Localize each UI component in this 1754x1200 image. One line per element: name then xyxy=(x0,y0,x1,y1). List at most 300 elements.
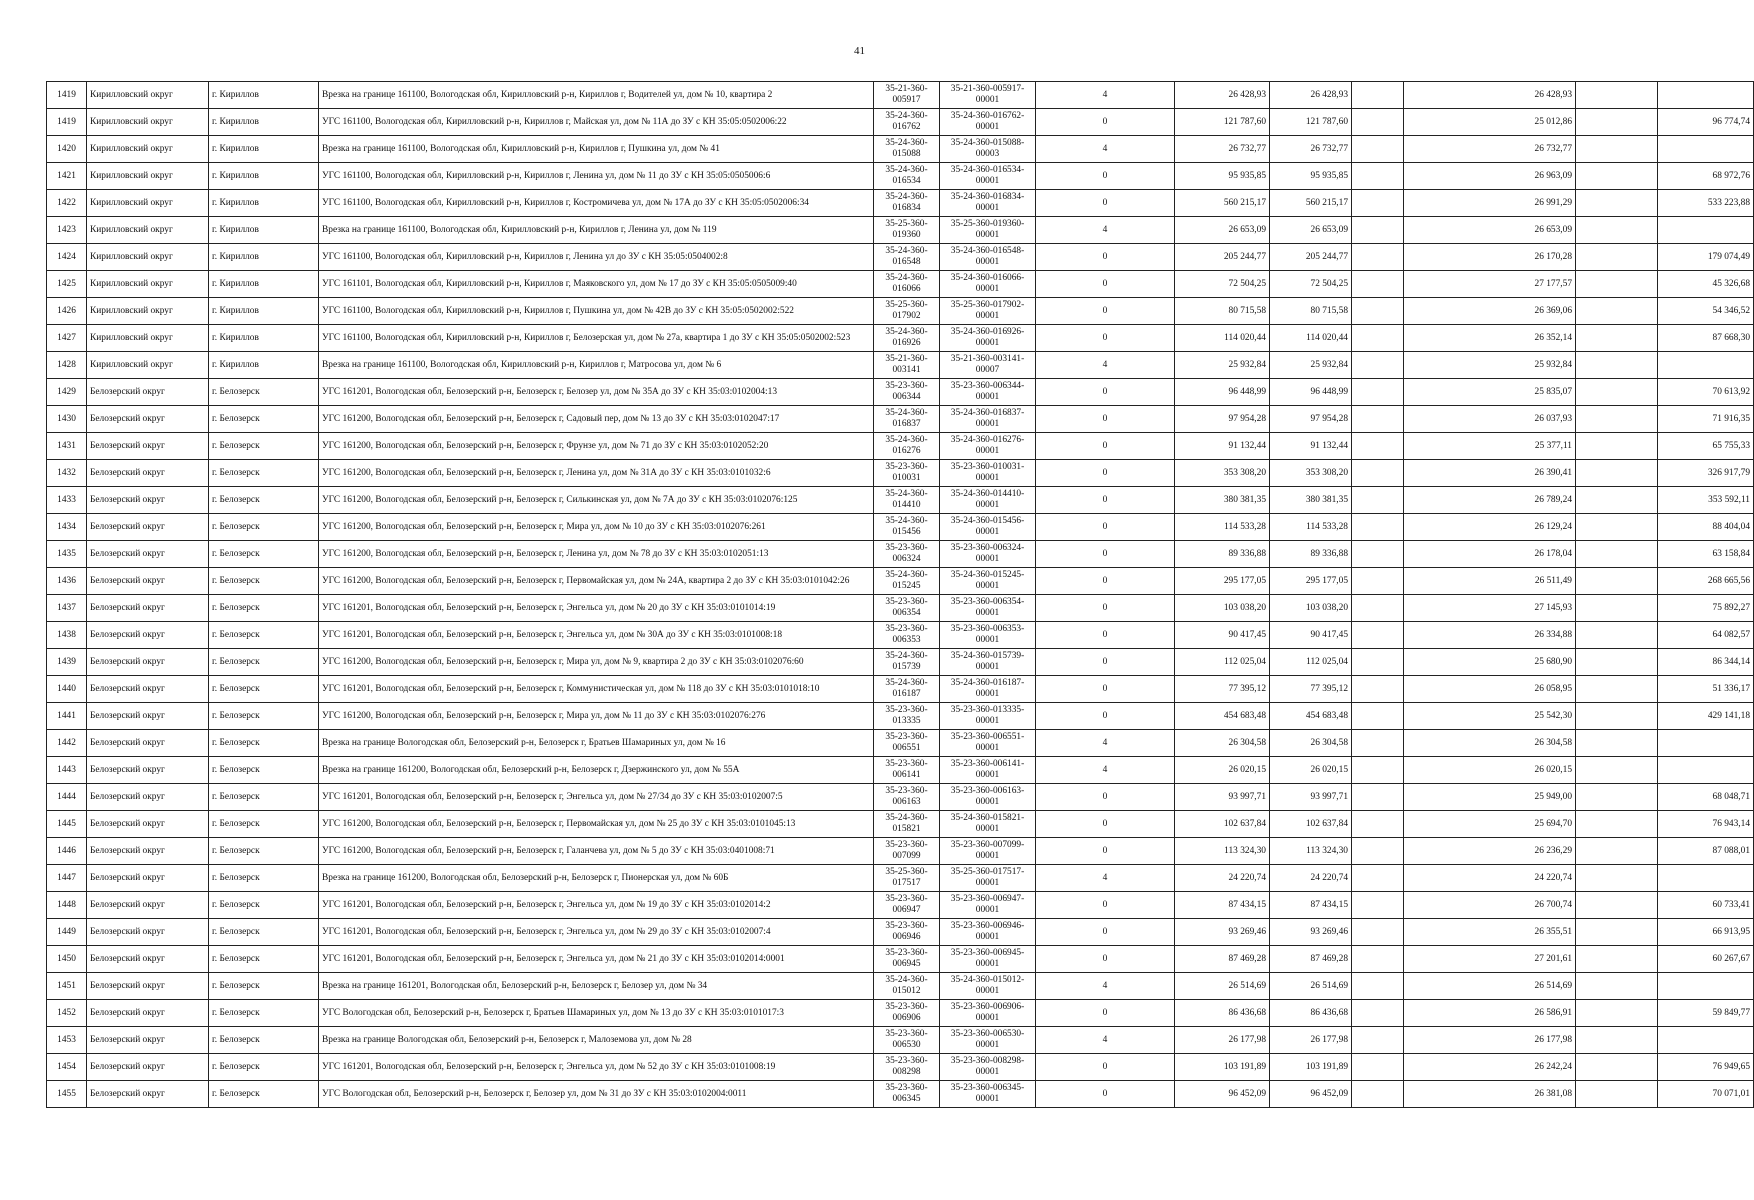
address-cell: Врезка на границе 161100, Вологодская обл, Кирилловский р-н, Кириллов г, Пушкина ул, дом № 41 xyxy=(319,136,874,163)
amount-cell-5 xyxy=(1576,730,1658,757)
amount-cell-6: 59 849,77 xyxy=(1658,1000,1754,1027)
amount-cell-1: 454 683,48 xyxy=(1175,703,1270,730)
amount-cell-4: 25 542,30 xyxy=(1404,703,1576,730)
address-cell: УГС 161201, Вологодская обл, Белозерский р-н, Белозерск г, Коммунистическая ул, дом № 118 до ЗУ с КН 35:03:0101018:10 xyxy=(319,676,874,703)
point-code-cell: 35-23-360-006345-00001 xyxy=(940,1081,1036,1108)
table-row xyxy=(47,676,1754,703)
amount-cell-2: 96 448,99 xyxy=(1270,379,1352,406)
amount-cell-4: 26 352,14 xyxy=(1404,325,1576,352)
table-row xyxy=(47,298,1754,325)
amount-cell-2: 380 381,35 xyxy=(1270,487,1352,514)
row-number: 1435 xyxy=(47,541,87,568)
amount-cell-4: 26 991,29 xyxy=(1404,190,1576,217)
district-cell: Белозерский округ xyxy=(87,1000,209,1027)
point-code-cell: 35-24-360-015739-00001 xyxy=(940,649,1036,676)
amount-cell-1: 90 417,45 xyxy=(1175,622,1270,649)
amount-cell-1: 113 324,30 xyxy=(1175,838,1270,865)
row-number: 1427 xyxy=(47,325,87,352)
point-code-cell: 35-23-360-010031-00001 xyxy=(940,460,1036,487)
point-code-cell: 35-23-360-006906-00001 xyxy=(940,1000,1036,1027)
district-cell: Кирилловский округ xyxy=(87,298,209,325)
district-cell: Белозерский округ xyxy=(87,973,209,1000)
amount-cell-3 xyxy=(1352,325,1404,352)
amount-cell-4: 25 012,86 xyxy=(1404,109,1576,136)
point-code-cell: 35-24-360-015245-00001 xyxy=(940,568,1036,595)
amount-cell-6 xyxy=(1658,1027,1754,1054)
table-row xyxy=(47,568,1754,595)
point-code-cell: 35-24-360-016837-00001 xyxy=(940,406,1036,433)
town-cell: г. Белозерск xyxy=(209,433,319,460)
type-cell: 0 xyxy=(1036,811,1175,838)
town-cell: г. Кириллов xyxy=(209,325,319,352)
row-number: 1426 xyxy=(47,298,87,325)
point-code-cell: 35-24-360-014410-00001 xyxy=(940,487,1036,514)
object-code-cell: 35-23-360-006551 xyxy=(874,730,940,757)
amount-cell-2: 560 215,17 xyxy=(1270,190,1352,217)
amount-cell-6: 75 892,27 xyxy=(1658,595,1754,622)
point-code-cell: 35-23-360-006946-00001 xyxy=(940,919,1036,946)
amount-cell-4: 26 129,24 xyxy=(1404,514,1576,541)
address-cell: УГС Вологодская обл, Белозерский р-н, Белозерск г, Белозер ул, дом № 31 до ЗУ с КН 35:03:0102004:0011 xyxy=(319,1081,874,1108)
district-cell: Кирилловский округ xyxy=(87,109,209,136)
amount-cell-4: 26 058,95 xyxy=(1404,676,1576,703)
object-code-cell: 35-24-360-015012 xyxy=(874,973,940,1000)
table-row xyxy=(47,1054,1754,1081)
district-cell: Кирилловский округ xyxy=(87,163,209,190)
row-number: 1423 xyxy=(47,217,87,244)
point-code-cell: 35-24-360-016548-00001 xyxy=(940,244,1036,271)
address-cell: УГС 161201, Вологодская обл, Белозерский р-н, Белозерск г, Энгельса ул, дом № 20 до ЗУ с КН 35:03:0101014:19 xyxy=(319,595,874,622)
object-code-cell: 35-23-360-007099 xyxy=(874,838,940,865)
row-number: 1454 xyxy=(47,1054,87,1081)
type-cell: 4 xyxy=(1036,352,1175,379)
district-cell: Белозерский округ xyxy=(87,811,209,838)
object-code-cell: 35-24-360-016762 xyxy=(874,109,940,136)
point-code-cell: 35-24-360-016762-00001 xyxy=(940,109,1036,136)
amount-cell-2: 90 417,45 xyxy=(1270,622,1352,649)
amount-cell-4: 26 381,08 xyxy=(1404,1081,1576,1108)
object-code-cell: 35-24-360-015088 xyxy=(874,136,940,163)
amount-cell-3 xyxy=(1352,973,1404,1000)
row-number: 1444 xyxy=(47,784,87,811)
amount-cell-3 xyxy=(1352,946,1404,973)
town-cell: г. Белозерск xyxy=(209,514,319,541)
type-cell: 0 xyxy=(1036,946,1175,973)
type-cell: 4 xyxy=(1036,757,1175,784)
amount-cell-1: 72 504,25 xyxy=(1175,271,1270,298)
district-cell: Белозерский округ xyxy=(87,919,209,946)
amount-cell-4: 26 355,51 xyxy=(1404,919,1576,946)
amount-cell-1: 103 038,20 xyxy=(1175,595,1270,622)
type-cell: 4 xyxy=(1036,1027,1175,1054)
amount-cell-6 xyxy=(1658,757,1754,784)
amount-cell-6: 268 665,56 xyxy=(1658,568,1754,595)
table-row xyxy=(47,352,1754,379)
table-row xyxy=(47,487,1754,514)
amount-cell-3 xyxy=(1352,271,1404,298)
amount-cell-3 xyxy=(1352,757,1404,784)
table-row xyxy=(47,946,1754,973)
amount-cell-6 xyxy=(1658,82,1754,109)
table-row xyxy=(47,703,1754,730)
row-number: 1443 xyxy=(47,757,87,784)
row-number: 1449 xyxy=(47,919,87,946)
town-cell: г. Белозерск xyxy=(209,1027,319,1054)
amount-cell-5 xyxy=(1576,892,1658,919)
point-code-cell: 35-23-360-006947-00001 xyxy=(940,892,1036,919)
town-cell: г. Белозерск xyxy=(209,1000,319,1027)
amount-cell-1: 114 020,44 xyxy=(1175,325,1270,352)
type-cell: 4 xyxy=(1036,136,1175,163)
object-code-cell: 35-24-360-014410 xyxy=(874,487,940,514)
amount-cell-2: 95 935,85 xyxy=(1270,163,1352,190)
type-cell: 0 xyxy=(1036,892,1175,919)
amount-cell-3 xyxy=(1352,838,1404,865)
point-code-cell: 35-23-360-006551-00001 xyxy=(940,730,1036,757)
point-code-cell: 35-24-360-015088-00003 xyxy=(940,136,1036,163)
amount-cell-4: 25 377,11 xyxy=(1404,433,1576,460)
town-cell: г. Кириллов xyxy=(209,163,319,190)
district-cell: Кирилловский округ xyxy=(87,352,209,379)
town-cell: г. Белозерск xyxy=(209,379,319,406)
district-cell: Белозерский округ xyxy=(87,433,209,460)
address-cell: УГС 161201, Вологодская обл, Белозерский р-н, Белозерск г, Энгельса ул, дом № 52 до ЗУ с КН 35:03:0101008:19 xyxy=(319,1054,874,1081)
amount-cell-1: 91 132,44 xyxy=(1175,433,1270,460)
town-cell: г. Белозерск xyxy=(209,568,319,595)
district-cell: Белозерский округ xyxy=(87,865,209,892)
object-code-cell: 35-25-360-017902 xyxy=(874,298,940,325)
amount-cell-5 xyxy=(1576,838,1658,865)
amount-cell-1: 96 448,99 xyxy=(1175,379,1270,406)
amount-cell-5 xyxy=(1576,487,1658,514)
amount-cell-5 xyxy=(1576,703,1658,730)
object-code-cell: 35-25-360-019360 xyxy=(874,217,940,244)
district-cell: Белозерский округ xyxy=(87,460,209,487)
town-cell: г. Белозерск xyxy=(209,730,319,757)
address-cell: УГС 161201, Вологодская обл, Белозерский р-н, Белозерск г, Белозер ул, дом № 35А до ЗУ с КН 35:03:0102004:13 xyxy=(319,379,874,406)
amount-cell-3 xyxy=(1352,82,1404,109)
address-cell: УГС 161101, Вологодская обл, Кирилловский р-н, Кириллов г, Маяковского ул, дом № 17 до ЗУ с КН 35:05:0505009:40 xyxy=(319,271,874,298)
amount-cell-3 xyxy=(1352,568,1404,595)
object-code-cell: 35-24-360-016926 xyxy=(874,325,940,352)
amount-cell-4: 26 177,98 xyxy=(1404,1027,1576,1054)
object-code-cell: 35-25-360-017517 xyxy=(874,865,940,892)
amount-cell-6 xyxy=(1658,730,1754,757)
amount-cell-2: 86 436,68 xyxy=(1270,1000,1352,1027)
row-number: 1430 xyxy=(47,406,87,433)
address-cell: УГС 161201, Вологодская обл, Белозерский р-н, Белозерск г, Энгельса ул, дом № 19 до ЗУ с КН 35:03:0102014:2 xyxy=(319,892,874,919)
district-cell: Белозерский округ xyxy=(87,487,209,514)
type-cell: 0 xyxy=(1036,1081,1175,1108)
amount-cell-3 xyxy=(1352,298,1404,325)
town-cell: г. Белозерск xyxy=(209,919,319,946)
object-code-cell: 35-23-360-006324 xyxy=(874,541,940,568)
amount-cell-4: 24 220,74 xyxy=(1404,865,1576,892)
object-code-cell: 35-21-360-003141 xyxy=(874,352,940,379)
type-cell: 4 xyxy=(1036,865,1175,892)
amount-cell-1: 295 177,05 xyxy=(1175,568,1270,595)
amount-cell-2: 454 683,48 xyxy=(1270,703,1352,730)
address-cell: УГС 161100, Вологодская обл, Кирилловский р-н, Кириллов г, Ленина ул до ЗУ с КН 35:05:0504002:8 xyxy=(319,244,874,271)
district-cell: Белозерский округ xyxy=(87,676,209,703)
address-cell: УГС 161200, Вологодская обл, Белозерский р-н, Белозерск г, Первомайская ул, дом № 25 до ЗУ с КН 35:03:0101045:13 xyxy=(319,811,874,838)
object-code-cell: 35-23-360-008298 xyxy=(874,1054,940,1081)
amount-cell-1: 77 395,12 xyxy=(1175,676,1270,703)
amount-cell-5 xyxy=(1576,784,1658,811)
amount-cell-2: 77 395,12 xyxy=(1270,676,1352,703)
amount-cell-6: 68 048,71 xyxy=(1658,784,1754,811)
type-cell: 0 xyxy=(1036,514,1175,541)
point-code-cell: 35-23-360-006324-00001 xyxy=(940,541,1036,568)
amount-cell-5 xyxy=(1576,325,1658,352)
table-row xyxy=(47,406,1754,433)
amount-cell-4: 25 680,90 xyxy=(1404,649,1576,676)
amount-cell-4: 26 170,28 xyxy=(1404,244,1576,271)
amount-cell-5 xyxy=(1576,595,1658,622)
district-cell: Кирилловский округ xyxy=(87,190,209,217)
amount-cell-4: 26 390,41 xyxy=(1404,460,1576,487)
amount-cell-1: 93 269,46 xyxy=(1175,919,1270,946)
amount-cell-5 xyxy=(1576,622,1658,649)
amount-cell-3 xyxy=(1352,1054,1404,1081)
row-number: 1453 xyxy=(47,1027,87,1054)
amount-cell-5 xyxy=(1576,919,1658,946)
amount-cell-6: 353 592,11 xyxy=(1658,487,1754,514)
amount-cell-6: 64 082,57 xyxy=(1658,622,1754,649)
point-code-cell: 35-23-360-006141-00001 xyxy=(940,757,1036,784)
amount-cell-4: 26 334,88 xyxy=(1404,622,1576,649)
table-row xyxy=(47,919,1754,946)
amount-cell-1: 96 452,09 xyxy=(1175,1081,1270,1108)
district-cell: Белозерский округ xyxy=(87,703,209,730)
object-code-cell: 35-24-360-015245 xyxy=(874,568,940,595)
amount-cell-2: 93 269,46 xyxy=(1270,919,1352,946)
object-code-cell: 35-24-360-016066 xyxy=(874,271,940,298)
amount-cell-4: 27 177,57 xyxy=(1404,271,1576,298)
amount-cell-3 xyxy=(1352,1081,1404,1108)
amount-cell-1: 25 932,84 xyxy=(1175,352,1270,379)
row-number: 1450 xyxy=(47,946,87,973)
amount-cell-4: 26 586,91 xyxy=(1404,1000,1576,1027)
type-cell: 0 xyxy=(1036,271,1175,298)
row-number: 1424 xyxy=(47,244,87,271)
amount-cell-5 xyxy=(1576,973,1658,1000)
amount-cell-1: 353 308,20 xyxy=(1175,460,1270,487)
town-cell: г. Кириллов xyxy=(209,244,319,271)
object-code-cell: 35-24-360-016534 xyxy=(874,163,940,190)
object-code-cell: 35-24-360-015456 xyxy=(874,514,940,541)
object-code-cell: 35-23-360-006530 xyxy=(874,1027,940,1054)
amount-cell-2: 353 308,20 xyxy=(1270,460,1352,487)
table-row xyxy=(47,82,1754,109)
amount-cell-4: 26 963,09 xyxy=(1404,163,1576,190)
amount-cell-3 xyxy=(1352,217,1404,244)
type-cell: 0 xyxy=(1036,109,1175,136)
type-cell: 0 xyxy=(1036,595,1175,622)
table-row xyxy=(47,109,1754,136)
address-cell: Врезка на границе 161100, Вологодская обл, Кирилловский р-н, Кириллов г, Водителей ул, дом № 10, квартира 2 xyxy=(319,82,874,109)
address-cell: УГС 161200, Вологодская обл, Белозерский р-н, Белозерск г, Фрунзе ул, дом № 71 до ЗУ с КН 35:03:0102052:20 xyxy=(319,433,874,460)
district-cell: Белозерский округ xyxy=(87,595,209,622)
point-code-cell: 35-24-360-016926-00001 xyxy=(940,325,1036,352)
object-code-cell: 35-24-360-016187 xyxy=(874,676,940,703)
amount-cell-4: 27 145,93 xyxy=(1404,595,1576,622)
amount-cell-6: 76 943,14 xyxy=(1658,811,1754,838)
amount-cell-4: 26 428,93 xyxy=(1404,82,1576,109)
address-cell: УГС 161201, Вологодская обл, Белозерский р-н, Белозерск г, Энгельса ул, дом № 29 до ЗУ с КН 35:03:0102007:4 xyxy=(319,919,874,946)
point-code-cell: 35-24-360-016834-00001 xyxy=(940,190,1036,217)
amount-cell-6: 60 267,67 xyxy=(1658,946,1754,973)
amount-cell-1: 89 336,88 xyxy=(1175,541,1270,568)
town-cell: г. Белозерск xyxy=(209,406,319,433)
address-cell: Врезка на границе Вологодская обл, Белозерский р-н, Белозерск г, Малоземова ул, дом № 28 xyxy=(319,1027,874,1054)
town-cell: г. Кириллов xyxy=(209,82,319,109)
town-cell: г. Белозерск xyxy=(209,757,319,784)
type-cell: 4 xyxy=(1036,82,1175,109)
object-code-cell: 35-23-360-006344 xyxy=(874,379,940,406)
table-row xyxy=(47,811,1754,838)
address-cell: УГС 161100, Вологодская обл, Кирилловский р-н, Кириллов г, Белозерская ул, дом № 27а, квартира 1 до ЗУ с КН 35:05:0502002:523 xyxy=(319,325,874,352)
amount-cell-5 xyxy=(1576,82,1658,109)
type-cell: 0 xyxy=(1036,1054,1175,1081)
amount-cell-6 xyxy=(1658,217,1754,244)
point-code-cell: 35-24-360-015012-00001 xyxy=(940,973,1036,1000)
row-number: 1420 xyxy=(47,136,87,163)
point-code-cell: 35-25-360-017902-00001 xyxy=(940,298,1036,325)
address-cell: Врезка на границе 161200, Вологодская обл, Белозерский р-н, Белозерск г, Дзержинского ул, дом № 55А xyxy=(319,757,874,784)
amount-cell-2: 205 244,77 xyxy=(1270,244,1352,271)
amount-cell-2: 26 732,77 xyxy=(1270,136,1352,163)
amount-cell-5 xyxy=(1576,568,1658,595)
amount-cell-6: 70 071,01 xyxy=(1658,1081,1754,1108)
amount-cell-4: 26 304,58 xyxy=(1404,730,1576,757)
type-cell: 0 xyxy=(1036,838,1175,865)
point-code-cell: 35-23-360-006945-00001 xyxy=(940,946,1036,973)
district-cell: Кирилловский округ xyxy=(87,325,209,352)
amount-cell-5 xyxy=(1576,460,1658,487)
district-cell: Кирилловский округ xyxy=(87,82,209,109)
amount-cell-3 xyxy=(1352,1027,1404,1054)
table-row xyxy=(47,622,1754,649)
row-number: 1448 xyxy=(47,892,87,919)
amount-cell-6: 71 916,35 xyxy=(1658,406,1754,433)
point-code-cell: 35-25-360-019360-00001 xyxy=(940,217,1036,244)
table-row xyxy=(47,217,1754,244)
address-cell: УГС 161201, Вологодская обл, Белозерский р-н, Белозерск г, Энгельса ул, дом № 30А до ЗУ с КН 35:03:0101008:18 xyxy=(319,622,874,649)
town-cell: г. Белозерск xyxy=(209,946,319,973)
object-code-cell: 35-23-360-006945 xyxy=(874,946,940,973)
type-cell: 0 xyxy=(1036,406,1175,433)
type-cell: 0 xyxy=(1036,541,1175,568)
amount-cell-2: 113 324,30 xyxy=(1270,838,1352,865)
type-cell: 0 xyxy=(1036,163,1175,190)
address-cell: УГС 161100, Вологодская обл, Кирилловский р-н, Кириллов г, Ленина ул, дом № 11 до ЗУ с КН 35:05:0505006:6 xyxy=(319,163,874,190)
amount-cell-6: 51 336,17 xyxy=(1658,676,1754,703)
amount-cell-5 xyxy=(1576,541,1658,568)
town-cell: г. Белозерск xyxy=(209,649,319,676)
row-number: 1419 xyxy=(47,109,87,136)
amount-cell-5 xyxy=(1576,676,1658,703)
amount-cell-3 xyxy=(1352,649,1404,676)
amount-cell-6: 87 668,30 xyxy=(1658,325,1754,352)
amount-cell-1: 26 514,69 xyxy=(1175,973,1270,1000)
row-number: 1433 xyxy=(47,487,87,514)
amount-cell-5 xyxy=(1576,352,1658,379)
district-cell: Белозерский округ xyxy=(87,946,209,973)
address-cell: Врезка на границе 161200, Вологодская обл, Белозерский р-н, Белозерск г, Пионерская ул, дом № 60Б xyxy=(319,865,874,892)
amount-cell-3 xyxy=(1352,406,1404,433)
address-cell: УГС 161200, Вологодская обл, Белозерский р-н, Белозерск г, Галанчева ул, дом № 5 до ЗУ с КН 35:03:0401008:71 xyxy=(319,838,874,865)
amount-cell-1: 121 787,60 xyxy=(1175,109,1270,136)
amount-cell-2: 114 533,28 xyxy=(1270,514,1352,541)
town-cell: г. Кириллов xyxy=(209,271,319,298)
table-row xyxy=(47,325,1754,352)
amount-cell-6 xyxy=(1658,136,1754,163)
row-number: 1447 xyxy=(47,865,87,892)
amount-cell-2: 26 020,15 xyxy=(1270,757,1352,784)
amount-cell-3 xyxy=(1352,433,1404,460)
object-code-cell: 35-23-360-006947 xyxy=(874,892,940,919)
amount-cell-5 xyxy=(1576,946,1658,973)
row-number: 1455 xyxy=(47,1081,87,1108)
object-code-cell: 35-24-360-015821 xyxy=(874,811,940,838)
address-cell: Врезка на границе 161201, Вологодская обл, Белозерский р-н, Белозерск г, Белозер ул, дом № 34 xyxy=(319,973,874,1000)
address-cell: УГС 161100, Вологодская обл, Кирилловский р-н, Кириллов г, Костромичева ул, дом № 17А до ЗУ с КН 35:05:0502006:34 xyxy=(319,190,874,217)
town-cell: г. Белозерск xyxy=(209,1054,319,1081)
amount-cell-3 xyxy=(1352,460,1404,487)
amount-cell-1: 87 469,28 xyxy=(1175,946,1270,973)
amount-cell-3 xyxy=(1352,163,1404,190)
point-code-cell: 35-24-360-015456-00001 xyxy=(940,514,1036,541)
amount-cell-4: 26 789,24 xyxy=(1404,487,1576,514)
amount-cell-5 xyxy=(1576,136,1658,163)
amount-cell-4: 26 732,77 xyxy=(1404,136,1576,163)
row-number: 1431 xyxy=(47,433,87,460)
amount-cell-6: 70 613,92 xyxy=(1658,379,1754,406)
amount-cell-6: 68 972,76 xyxy=(1658,163,1754,190)
type-cell: 4 xyxy=(1036,730,1175,757)
town-cell: г. Кириллов xyxy=(209,136,319,163)
registry-table xyxy=(46,81,1754,1108)
type-cell: 0 xyxy=(1036,1000,1175,1027)
amount-cell-5 xyxy=(1576,271,1658,298)
amount-cell-2: 295 177,05 xyxy=(1270,568,1352,595)
town-cell: г. Кириллов xyxy=(209,352,319,379)
amount-cell-2: 26 177,98 xyxy=(1270,1027,1352,1054)
row-number: 1437 xyxy=(47,595,87,622)
amount-cell-4: 26 178,04 xyxy=(1404,541,1576,568)
town-cell: г. Кириллов xyxy=(209,190,319,217)
district-cell: Кирилловский округ xyxy=(87,244,209,271)
row-number: 1440 xyxy=(47,676,87,703)
amount-cell-5 xyxy=(1576,433,1658,460)
amount-cell-4: 27 201,61 xyxy=(1404,946,1576,973)
amount-cell-3 xyxy=(1352,136,1404,163)
type-cell: 0 xyxy=(1036,649,1175,676)
amount-cell-6: 60 733,41 xyxy=(1658,892,1754,919)
amount-cell-1: 112 025,04 xyxy=(1175,649,1270,676)
amount-cell-2: 25 932,84 xyxy=(1270,352,1352,379)
amount-cell-3 xyxy=(1352,487,1404,514)
amount-cell-6: 63 158,84 xyxy=(1658,541,1754,568)
address-cell: УГС 161201, Вологодская обл, Белозерский р-н, Белозерск г, Энгельса ул, дом № 27/34 до ЗУ с КН 35:03:0102007:5 xyxy=(319,784,874,811)
row-number: 1434 xyxy=(47,514,87,541)
address-cell: УГС 161200, Вологодская обл, Белозерский р-н, Белозерск г, Садовый пер, дом № 13 до ЗУ с КН 35:03:0102047:17 xyxy=(319,406,874,433)
town-cell: г. Белозерск xyxy=(209,460,319,487)
amount-cell-4: 26 700,74 xyxy=(1404,892,1576,919)
amount-cell-1: 95 935,85 xyxy=(1175,163,1270,190)
district-cell: Белозерский округ xyxy=(87,541,209,568)
